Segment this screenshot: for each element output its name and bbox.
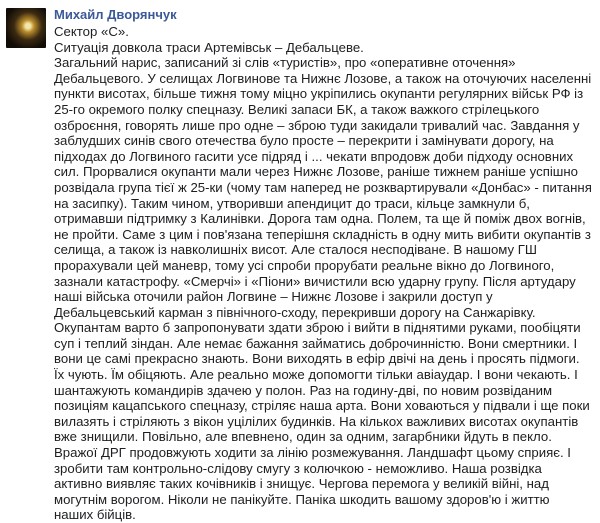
- author-name-link[interactable]: Михайл Дворянчук: [54, 7, 177, 22]
- post-sector-line: Сектор «С».: [54, 24, 129, 39]
- author-avatar[interactable]: [6, 8, 46, 48]
- post-main-paragraph: Загальний нарис, записаний зі слів «туристів», про «оперативне оточення» Дебальцевого. У селищах Логвинове та Нижнє Лозове, а також на оточуючих населенні пункти висотах, більше тижня тому міцно укріпились окупанти регулярних військ РФ із 25-го окремого полку спецназу. Великі запаси БК, а також важкого стрілецького озброєння, говорять лише про одне – зброю туди закидали тривалий час. Завдання у заблудших синів свого отечества було просте – перекрити і замінувати дорогу, на підходах до Логвиного гасити усе підряд і ... чекати впродовж доби підходу основних сил. Прорвалися окупанти мали через Нижнє Лозове, раніше тижнем раніше успішно розвідала група тієї ж 25-ки (чому там наперед не розквартирували «Донбас» - питання на засипку). Таким чином, утворивши апендицит до траси, кільце замкнули б, отримавши підтримку з Калинівки. Дорога там одна. Полем, та ще й поміж двох вогнів, не пройти. Саме з цим і пов'язана теперішня складність в одну мить вибити окупантів з селища, а також із навколишніх висот. Але сталося несподіване. В нашому ГШ прорахували цей маневр, тому усі спроби прорубати реальне вікно до Логвиного, зазнали катастрофу. «Смерчі» і «Піони» вичистили всю ударну групу. Після артудару наші війська оточили район Логвине – Нижнє Лозове і закрили доступ у Дебальцевський карман з північного-сходу, перекривши дорогу на Санжарівку. Окупантам варто б запропонувати здати зброю і вийти в піднятими руками, пообіцяти суп і теплий зіндан. Але немає бажання займатись доброчинністю. Вони смертники. І вони це самі прекрасно знають. Вони виходять в ефір двічі на день і просять підмоги. Їх чують. Їм обіцяють. Але реально може допомогти тільки авіаудар. І вони чекають. І шантажують командирів здачею у полон. Раз на годину-дві, по новим розвіданим позиціям кацапського спецназу, стріляє наша арта. Вони ховаються у підвали і ще поки вилазять і стріляють з вікон уцілілих будинків. На кількох важливих висотах окупантів вже знищили. Повільно, але впевнено, один за одним, загарбники йдуть в пекло. Вражої ДРГ продовжують ходити за лінію розмежування. Ландшафт цьому сприяє. І зробити там контрольно-слідову смугу з колючкою - неможливо. Наша розвідка активно виявляє таких кочівників і знищує. Чергова перемога у великій війні, над могутнім ворогом. Ніколи не панікуйте. Паніка шкодить вашому здоров'ю і життю наших бійців.: [54, 55, 592, 523]
- post-body: [54, 24, 592, 523]
- post-headline-line: Ситуація довкола траси Артемівськ – Дебальцеве.: [54, 39, 364, 55]
- post-content: [54, 6, 592, 523]
